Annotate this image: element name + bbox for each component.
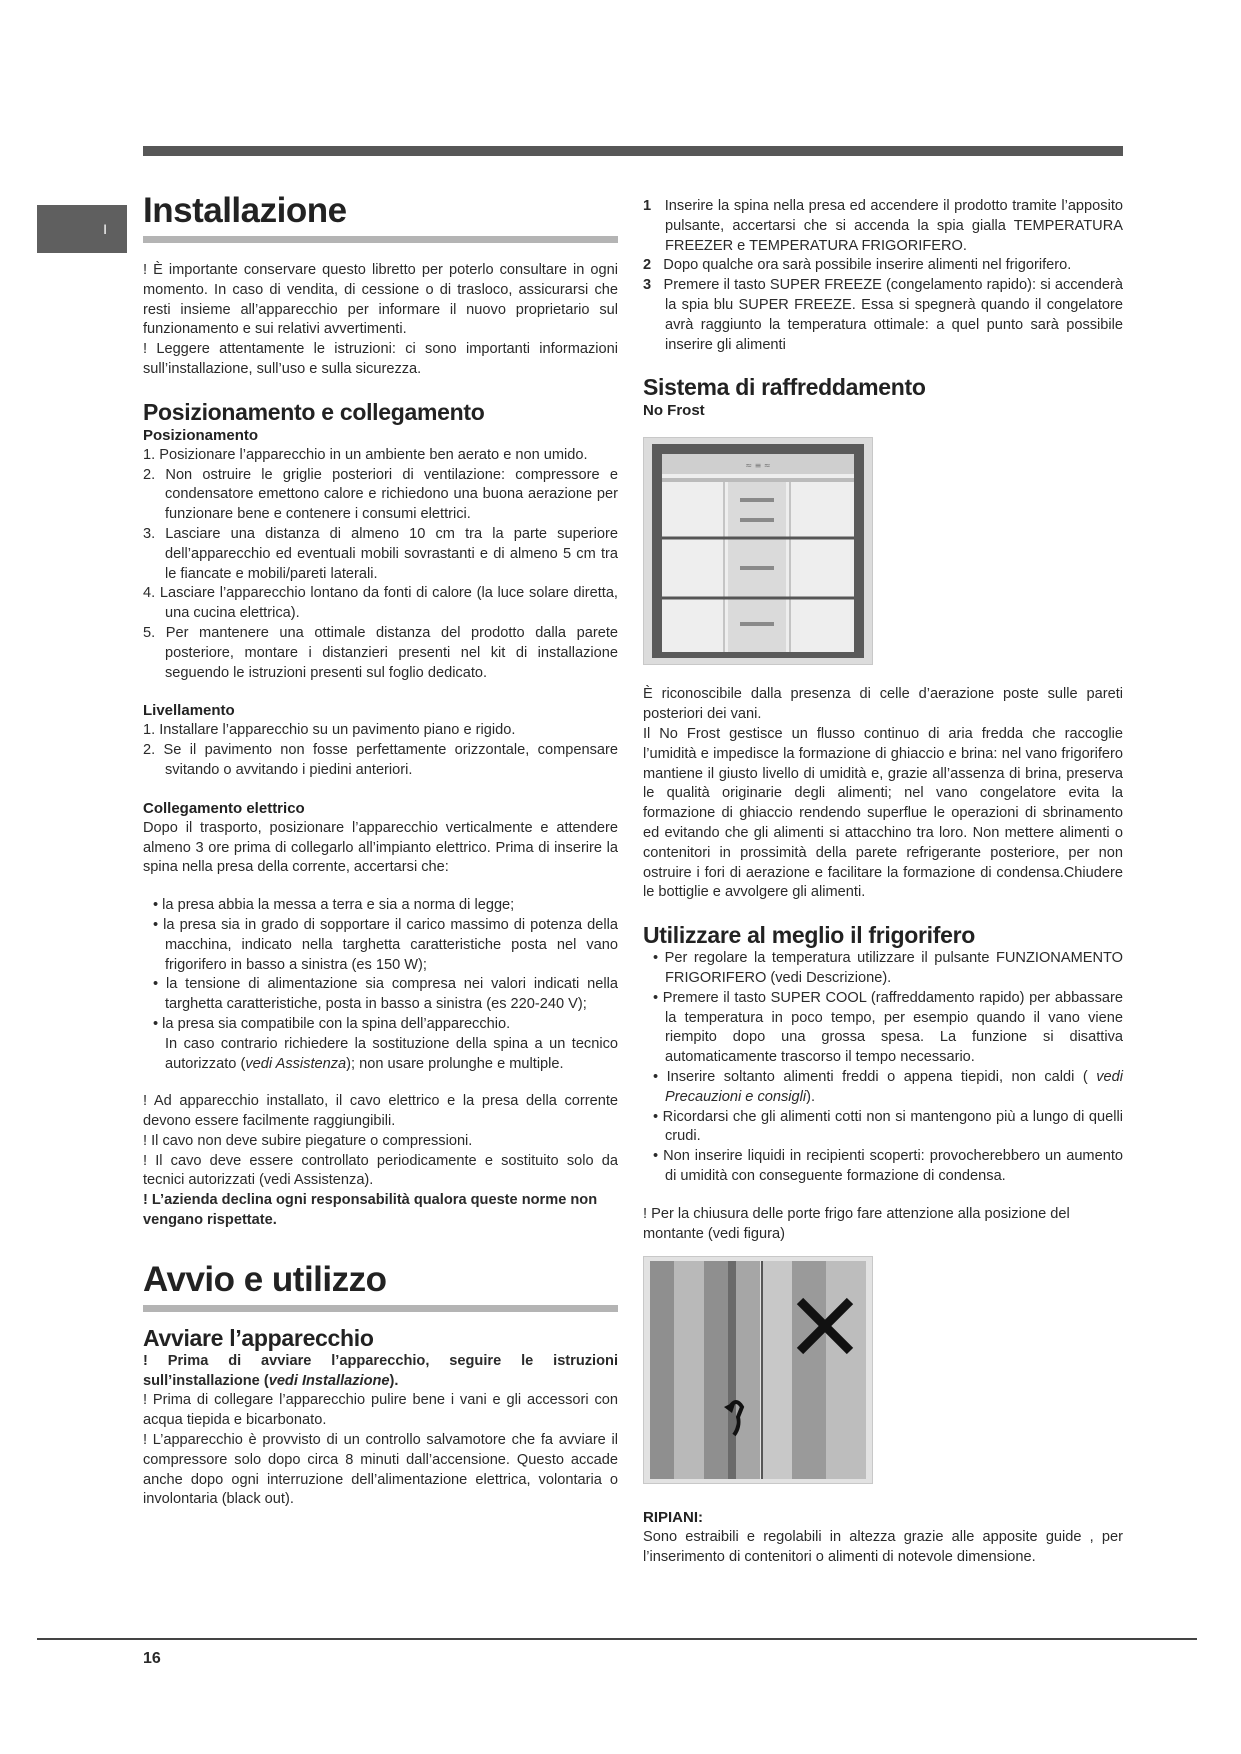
avvio-title: Avvio e utilizzo [143, 1259, 387, 1299]
ripiani-p: Sono estraibili e regolabili in altezza grazie alle apposite guide , per l’inserimento di contenitori o alimenti di notevole dimensione. [643, 1529, 1123, 1566]
list-item: 1. Posizionare l’apparecchio in un ambiente ben aerato e non umido. [143, 446, 588, 463]
installazione-p2: ! Leggere attentamente le istruzioni: ci sono importanti informazioni sull’installazione, sull’uso e sulla sicurezza. [143, 341, 618, 377]
ripiani-title: RIPIANI: [643, 1509, 703, 1527]
svg-text:≈ ≡ ≈: ≈ ≡ ≈ [745, 461, 771, 471]
top-rule [143, 146, 1123, 156]
collegamento-sub: Collegamento elettrico [143, 799, 305, 817]
warning-2: ! Il cavo non deve subire piegature o compressioni. [143, 1132, 473, 1149]
posizionamento-sub: Posizionamento [143, 426, 259, 444]
warning-1: ! Ad apparecchio installato, il cavo elettrico e la presa della corrente devono essere facilmente raggiungibili. [143, 1093, 618, 1130]
list-item: 3. Lasciare una distanza di almeno 10 cm tra la parte superiore dell’apparecchio ed eventuali mobili sovrastanti e di almeno 5 cm tra le fiancate e mobili/pareti laterali. [143, 525, 618, 582]
left-column [143, 190, 618, 1510]
list-item: • la presa sia compatibile con la spina dell’apparecchio. [153, 1015, 511, 1032]
utilizzare-note: ! Per la chiusura delle porte frigo fare attenzione alla posizione del montante (vedi figura) [643, 1205, 1070, 1242]
list-item: • Premere il tasto SUPER COOL (raffreddamento rapido) per abbassare la temperatura in poco tempo, per esempio quando il vano viene riempito dopo una grossa spesa. La funzione si disattiva automaticamente trascorso il tempo necessario. [653, 989, 1123, 1066]
avvio-bold: ! Prima di avviare l’apparecchio, seguire le istruzioni sull’installazione (vedi Installazione). [143, 1352, 618, 1389]
list-item: 4. Lasciare l’apparecchio lontano da fonti di calore (la luce solare diretta, una cucina elettrica). [143, 585, 618, 622]
livellamento-sub: Livellamento [143, 702, 235, 720]
section-bar [143, 236, 618, 243]
warning-3: ! Il cavo deve essere controllato periodicamente e sostituito solo da tecnici autorizzati (vedi Assistenza). [143, 1152, 618, 1189]
step-item: 1 Inserire la spina nella presa ed accendere il prodotto tramite l’apposito pulsante, accertarsi che si accenda la spia gialla TEMPERATURA FREEZER e TEMPERATURA FRIGORIFERO. [643, 198, 1123, 254]
installazione-title: Installazione [143, 191, 347, 230]
list-item: • la tensione di alimentazione sia compresa nei valori indicati nella targhetta caratteristiche, posta in basso a sinistra (es 220-240 V); [153, 976, 618, 1013]
list-item: • Ricordarsi che gli alimenti cotti non si mantengono più a lungo di quelli crudi. [653, 1108, 1123, 1145]
posizionamento-title: Posizionamento e collegamento [143, 398, 485, 425]
utilizzare-title: Utilizzare al meglio il frigorifero [643, 922, 976, 949]
right-column [643, 197, 1123, 1568]
sistema-p1: È riconoscibile dalla presenza di celle d’aerazione poste sulle pareti posteriori dei vani. [643, 686, 1123, 723]
step-item: 3 Premere il tasto SUPER FREEZE (congelamento rapido): si accenderà la spia blu SUPER FREEZE. Essa si spegnerà quando il congelatore avrà raggiunto la temperatura ottimale: a quel punto sarà possibile inserire gli alimenti [643, 277, 1123, 353]
section-bar [143, 1305, 618, 1312]
list-item: 5. Per mantenere una ottimale distanza del prodotto dalla parete posteriore, montare i distanzieri presenti nel kit di installazione seguendo le istruzioni presenti sul foglio dedicato. [143, 624, 618, 681]
sistema-p2: Il No Frost gestisce un flusso continuo di aria fredda che raccoglie l’umidità e impedisce la formazione di ghiaccio e brina: nel vano frigorifero mantiene il giusto livello di umidità e, grazie all’assenza di brina, preserva le qualità originarie degli alimenti; nel vano congelatore evita la formazione di ghiaccio rendendo superflue le operazioni di sbrinamento ed evitando che gli alimenti si attacchino tra loro. Non mettere alimenti o contenitori in prossimità della parete refrigerante posteriore, per non ostruire i fori di aerazione e facilitare la formazione di condensa.Chiudere le bottiglie e avvolgere gli alimenti. [643, 725, 1123, 901]
avvio-sub: Avviare l’apparecchio [143, 1324, 374, 1351]
list-item: • Per regolare la temperatura utilizzare il pulsante FUNZIONAMENTO FRIGORIFERO (vedi Descrizione). [653, 950, 1123, 986]
step-item: 2 Dopo qualche ora sarà possibile inserire alimenti nel frigorifero. [643, 257, 1072, 274]
avvio-p2: ! L’apparecchio è provvisto di un controllo salvamotore che fa avviare il compressore solo dopo circa 8 minuti dall’accensione. Questo accade anche dopo ogni interruzione dell’alimentazione elettrica, volontaria o involontaria (black out). [143, 1432, 618, 1508]
list-item: 2. Se il pavimento non fosse perfettamente orizzontale, compensare svitando o avvitando i piedini anteriori. [143, 742, 618, 778]
door-mullion-figure [643, 1256, 873, 1484]
list-item: • la presa abbia la messa a terra e sia a norma di legge; [153, 897, 515, 914]
list-item: 2. Non ostruire le griglie posteriori di ventilazione: compressore e condensatore emettono calore e richiedono una buona aerazione per funzionare bene e contenere i consumi elettrici. [143, 466, 618, 523]
avvio-p1: ! Prima di collegare l’apparecchio pulire bene i vani e gli accessori con acqua tiepida e bicarbonato. [143, 1392, 618, 1429]
page-number: 16 [143, 1650, 161, 1667]
installazione-p1: ! È importante conservare questo libretto per poterlo consultare in ogni momento. In caso di vendita, di cessione o di trasloco, assicurarsi che resti insieme all’apparecchio per informare il nuovo proprietario sul funzionamento e sui relativi avvertimenti. [143, 262, 618, 338]
list-item: 1. Installare l’apparecchio su un pavimento piano e rigido. [143, 722, 516, 739]
language-tab: I [37, 205, 127, 253]
warning-4: ! L’azienda declina ogni responsabilità qualora queste norme non vengano rispettate. [143, 1192, 598, 1229]
sistema-title: Sistema di raffreddamento [643, 374, 926, 401]
bottom-rule [37, 1638, 1197, 1640]
list-item: • la presa sia in grado di sopportare il carico massimo di potenza della macchina, indicato nella targhetta caratteristiche posta nel vano frigorifero in basso a sinistra (es 150 W); [153, 916, 618, 973]
collegamento-p: Dopo il trasporto, posizionare l’apparecchio verticalmente e attendere almeno 3 ore prima di collegarlo all’impianto elettrico. Prima di inserire la spina nella presa della corrente, accertarsi che: [143, 819, 618, 876]
collegamento-note: In caso contrario richiedere la sostituzione della spina a un tecnico autorizzato (vedi Assistenza); non usare prolunghe e multiple. [165, 1035, 618, 1072]
list-item: • Non inserire liquidi in recipienti scoperti: provocherebbero un aumento di umidità con conseguente formazione di condensa. [653, 1148, 1123, 1184]
no-frost-figure [643, 437, 873, 665]
list-item: • Inserire soltanto alimenti freddi o appena tiepidi, non caldi ( vedi Precauzioni e consigli). [653, 1068, 1123, 1105]
sistema-sub: No Frost [643, 402, 705, 420]
